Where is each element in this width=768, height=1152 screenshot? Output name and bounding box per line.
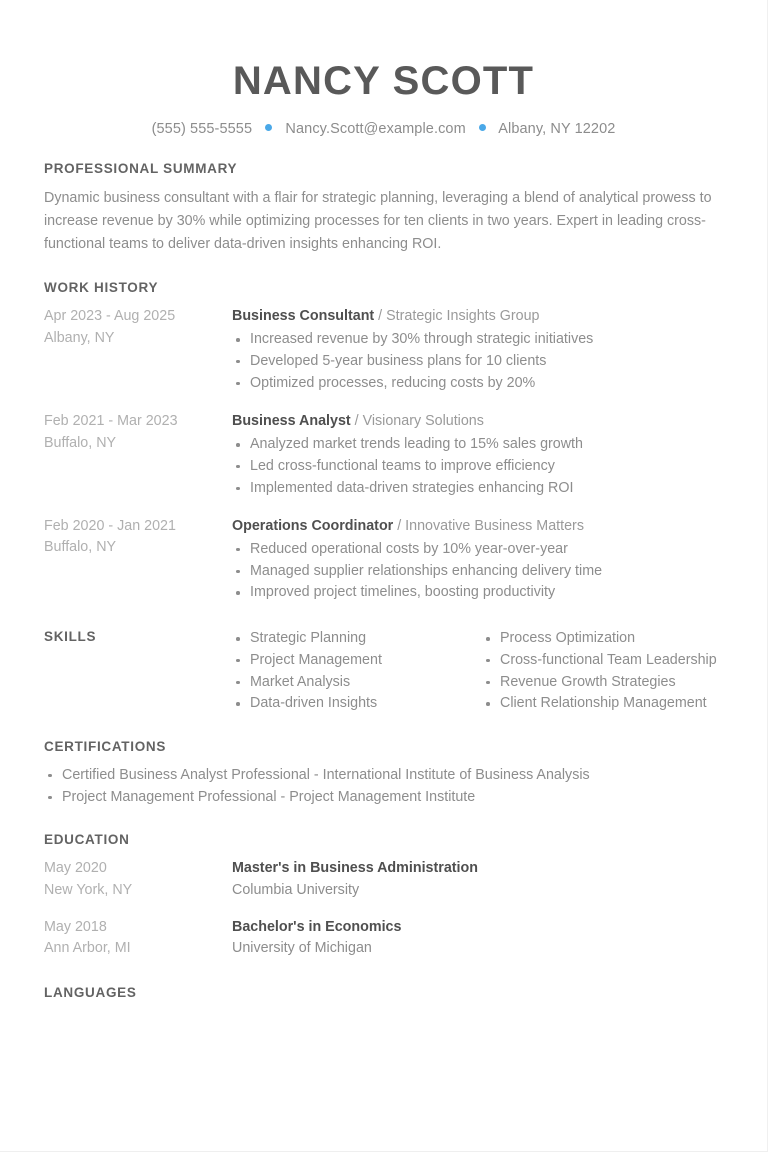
section-title-education: EDUCATION: [44, 832, 130, 848]
work-entry-meta: [44, 516, 232, 604]
education-entry-body: [232, 917, 723, 959]
list-item: Data-driven Insights: [232, 693, 482, 715]
education-entry-meta: [44, 917, 232, 959]
list-item: Revenue Growth Strategies: [482, 672, 722, 694]
education-entry-location: Ann Arbor, MI: [44, 939, 131, 956]
work-entry-title-line: [232, 306, 723, 327]
list-item: Optimized processes, reducing costs by 20%: [232, 373, 723, 395]
list-item: Implemented data-driven strategies enhancing ROI: [232, 478, 723, 500]
professional-summary-text: Dynamic business consultant with a flair for strategic planning, leveraging a blend of analytical prowess to increase revenue by 30% while optimizing processes for ten clients in two years. Expert in leading cross-functional teams to deliver data-driven insights enhancing ROI.: [44, 190, 712, 253]
list-item: Project Management: [232, 650, 482, 672]
work-entry-body: [232, 411, 723, 499]
list-item: Market Analysis: [232, 672, 482, 694]
list-item: Analyzed market trends leading to 15% sales growth: [232, 434, 723, 456]
list-item: Increased revenue by 30% through strategic initiatives: [232, 329, 723, 351]
skills-columns: [232, 628, 723, 715]
work-entry-company: Strategic Insights Group: [386, 308, 540, 325]
section-title-professional-summary: PROFESSIONAL SUMMARY: [44, 161, 238, 176]
contact-line: [44, 121, 723, 137]
skills-column-two: [482, 628, 722, 715]
work-entry-location: Buffalo, NY: [44, 434, 117, 451]
list-item: Developed 5-year business plans for 10 clients: [232, 351, 723, 373]
work-entry-title-line: [232, 516, 723, 537]
contact-location: Albany, NY 12202: [498, 121, 616, 137]
list-item: Strategic Planning: [232, 628, 482, 650]
list-item: Project Management Professional - Project Management Institute: [44, 787, 723, 809]
education-entry: [44, 917, 723, 959]
contact-email: Nancy.Scott@example.com: [285, 121, 466, 137]
work-entry-dates: Feb 2021 - Mar 2023: [44, 413, 178, 430]
contact-phone: (555) 555-5555: [151, 121, 253, 137]
section-languages: [44, 985, 723, 1000]
work-entry-company: Innovative Business Matters: [405, 518, 584, 535]
skills-list-one: [232, 628, 482, 715]
list-item: Led cross-functional teams to improve efficiency: [232, 456, 723, 478]
work-entry-meta: [44, 411, 232, 499]
section-title-languages: LANGUAGES: [44, 985, 137, 1001]
section-professional-summary: [44, 161, 723, 256]
work-entry-title-line: [232, 411, 723, 432]
education-entry-body: [232, 858, 723, 900]
skills-column-one: [232, 628, 482, 715]
skills-row: [44, 628, 723, 715]
skills-list-two: [482, 628, 722, 715]
list-item: Process Optimization: [482, 628, 722, 650]
education-school: Columbia University: [232, 881, 360, 898]
section-title-skills: SKILLS: [44, 629, 97, 645]
education-entry-meta: [44, 858, 232, 900]
work-entry-job-title: Business Analyst: [232, 413, 351, 430]
section-work-history: [44, 280, 723, 604]
section-title-certifications: CERTIFICATIONS: [44, 738, 167, 754]
section-certifications: [44, 739, 723, 808]
work-entry-body: [232, 306, 723, 394]
work-entry-job-title: Business Consultant: [232, 308, 375, 325]
education-degree: Master's in Business Administration: [232, 860, 478, 877]
list-item: Improved project timelines, boosting productivity: [232, 582, 723, 604]
work-entry-location: Buffalo, NY: [44, 539, 117, 556]
work-entry-title-separator: /: [393, 518, 406, 535]
work-history-entry: [44, 516, 723, 604]
contact-separator-dot-icon: [479, 124, 486, 131]
education-entry-location: New York, NY: [44, 881, 133, 898]
work-entry-company: Visionary Solutions: [362, 413, 484, 430]
work-entry-bullets: [232, 539, 723, 604]
work-history-entry: [44, 411, 723, 499]
work-entry-bullets: [232, 434, 723, 499]
list-item: Certified Business Analyst Professional - International Institute of Business Analysis: [44, 765, 723, 787]
section-education: [44, 832, 723, 959]
work-entry-bullets: [232, 329, 723, 394]
resume-header: [44, 58, 723, 137]
work-entry-dates: Apr 2023 - Aug 2025: [44, 308, 176, 325]
education-entry: [44, 858, 723, 900]
candidate-name: NANCY SCOTT: [232, 59, 535, 103]
education-school: University of Michigan: [232, 939, 372, 956]
list-item: Reduced operational costs by 10% year-over-year: [232, 539, 723, 561]
work-entry-body: [232, 516, 723, 604]
section-skills: [44, 628, 723, 715]
work-entry-location: Albany, NY: [44, 329, 115, 346]
work-entry-meta: [44, 306, 232, 394]
education-entry-date: May 2018: [44, 918, 107, 935]
list-item: Client Relationship Management: [482, 693, 722, 715]
work-history-entry: [44, 306, 723, 394]
work-entry-title-separator: /: [374, 308, 387, 325]
list-item: Managed supplier relationships enhancing delivery time: [232, 561, 723, 583]
work-entry-title-separator: /: [350, 413, 363, 430]
list-item: Cross-functional Team Leadership: [482, 650, 722, 672]
education-entry-date: May 2020: [44, 860, 107, 877]
contact-separator-dot-icon: [265, 124, 272, 131]
work-entry-dates: Feb 2020 - Jan 2021: [44, 518, 176, 535]
work-entry-job-title: Operations Coordinator: [232, 518, 394, 535]
education-degree: Bachelor's in Economics: [232, 918, 402, 935]
certifications-list: [44, 765, 723, 808]
section-title-work-history: WORK HISTORY: [44, 280, 159, 296]
